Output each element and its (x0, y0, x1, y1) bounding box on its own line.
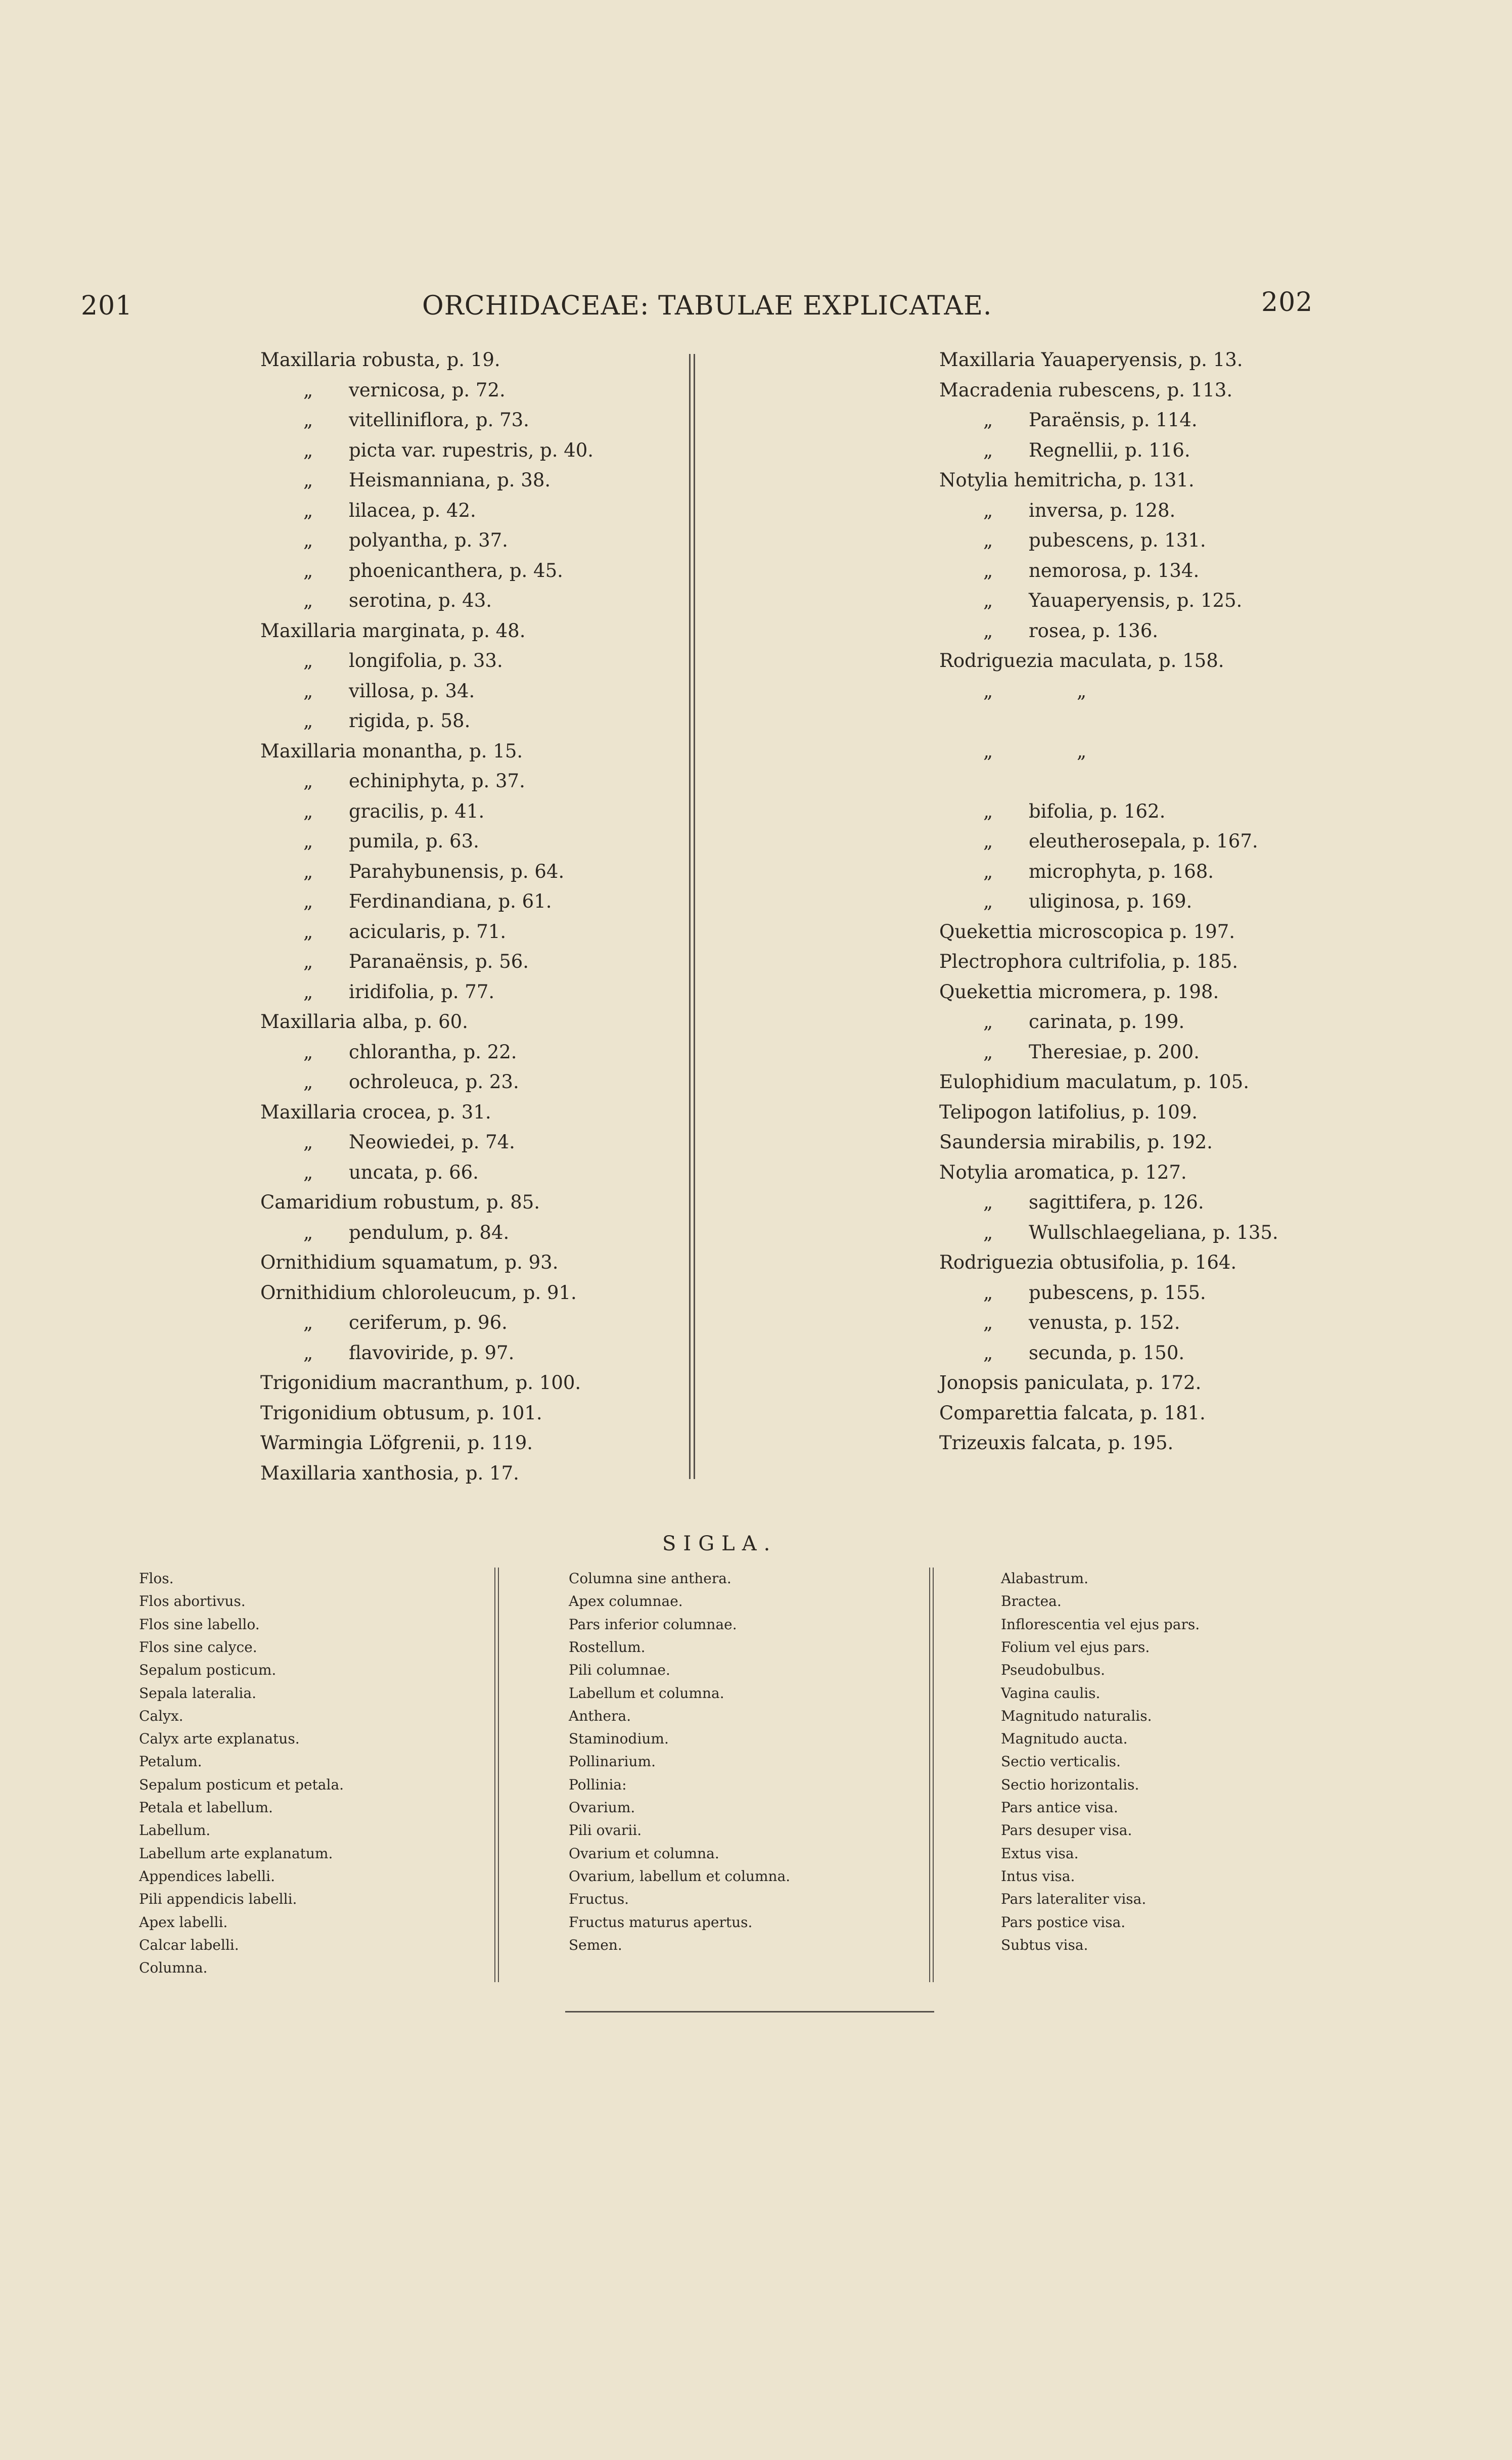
sigla-title: SIGLA. (662, 1532, 777, 1555)
page-number-left: 201 (81, 291, 133, 321)
sigla-meaning: Calyx arte explanatus. (139, 1730, 300, 1748)
sigla-meaning: Flos abortivus. (139, 1593, 246, 1610)
ditto-mark: „ (303, 770, 313, 792)
ditto-mark: „ (303, 1312, 313, 1333)
sigla-meaning: Bractea. (1001, 1593, 1062, 1610)
ditto-mark: „ (983, 529, 993, 551)
ditto-mark: „ (303, 951, 313, 972)
ditto-mark: „ (1077, 740, 1087, 762)
sigla-meaning: Magnitudo naturalis. (1001, 1707, 1152, 1724)
sigla-meaning: Staminodium. (569, 1730, 669, 1748)
ditto-mark: „ (983, 1312, 993, 1333)
sigla-meaning: Ovarium et columna. (569, 1845, 719, 1862)
species-name: uncata, p. 66. (349, 1161, 479, 1183)
sigla-meaning: Fructus. (569, 1891, 629, 1908)
ditto-mark: „ (303, 590, 313, 611)
species-name: Plectrophora cultrifolia, p. 185. (939, 951, 1239, 972)
sigla-meaning: Sectio horizontalis. (1001, 1776, 1139, 1793)
species-name: Maxillaria robusta, p. 19. (260, 349, 500, 371)
species-name: Rodriguezia maculata, p. 158. (939, 650, 1224, 672)
species-name: sagittifera, p. 126. (1029, 1191, 1204, 1213)
ditto-mark: „ (303, 559, 313, 582)
ditto-mark: „ (303, 830, 313, 852)
species-name: Wullschlaegeliana, p. 135. (1029, 1221, 1278, 1243)
ditto-mark: „ (303, 650, 313, 672)
ditto-mark: „ (303, 800, 313, 822)
species-name: Maxillaria xanthosia, p. 17. (260, 1462, 519, 1484)
ditto-mark: „ (303, 1341, 313, 1364)
species-name: vitelliniflora, p. 73. (349, 409, 529, 431)
species-name: villosa, p. 34. (349, 680, 475, 702)
sigla-meaning: Flos. (139, 1570, 174, 1587)
ditto-mark: „ (983, 590, 993, 611)
species-name: flavoviride, p. 97. (349, 1341, 515, 1364)
species-name: Theresiae, p. 200. (1029, 1041, 1200, 1063)
species-name: Comparettia falcata, p. 181. (939, 1402, 1206, 1424)
sigla-meaning: Flos sine labello. (139, 1616, 260, 1633)
species-name: Quekettia microscopica p. 197. (939, 920, 1235, 943)
species-name: phoenicanthera, p. 45. (349, 559, 563, 582)
species-name: Trigonidium obtusum, p. 101. (260, 1402, 542, 1424)
sigla-meaning: Ovarium. (569, 1799, 635, 1816)
ditto-mark: „ (303, 379, 313, 401)
species-name: Rodriguezia obtusifolia, p. 164. (939, 1251, 1237, 1273)
species-name: Notylia aromatica, p. 127. (939, 1161, 1187, 1183)
species-name: longifolia, p. 33. (349, 650, 503, 672)
species-name: Yauaperyensis, p. 125. (1029, 590, 1243, 611)
species-name: pumila, p. 63. (349, 830, 479, 852)
sigla-meaning: Appendices labelli. (139, 1867, 275, 1885)
species-name: gracilis, p. 41. (349, 800, 485, 822)
sigla-meaning: Ovarium, labellum et columna. (569, 1867, 791, 1885)
sigla-meaning: Petala et labellum. (139, 1799, 273, 1816)
ditto-mark: „ (303, 499, 313, 521)
ditto-mark: „ (983, 1341, 993, 1364)
sigla-meaning: Pseudobulbus. (1001, 1662, 1105, 1679)
species-name: serotina, p. 43. (349, 590, 492, 611)
closing-rule (565, 2011, 934, 2012)
sigla-divider (494, 1568, 495, 1982)
species-name: Notylia hemitricha, p. 131. (939, 469, 1195, 491)
ditto-mark: „ (983, 890, 993, 912)
sigla-meaning: Rostellum. (569, 1638, 646, 1656)
sigla-meaning: Calcar labelli. (139, 1936, 239, 1953)
sigla-meaning: Sepala lateralia. (139, 1684, 256, 1702)
species-name: Parahybunensis, p. 64. (349, 860, 565, 882)
ditto-mark: „ (303, 1221, 313, 1243)
ditto-mark: „ (983, 800, 993, 822)
species-name: Maxillaria marginata, p. 48. (260, 619, 526, 642)
sigla-divider (929, 1568, 930, 1982)
ditto-mark: „ (983, 619, 993, 642)
species-name: Heismanniana, p. 38. (349, 469, 551, 491)
species-name: Warmingia Löfgrenii, p. 119. (260, 1432, 533, 1454)
sigla-meaning: Apex labelli. (139, 1913, 228, 1931)
ditto-mark: „ (983, 409, 993, 431)
sigla-meaning: Pars postice visa. (1001, 1913, 1126, 1931)
ditto-mark: „ (303, 1041, 313, 1063)
ditto-mark: „ (983, 740, 993, 762)
ditto-mark: „ (303, 439, 313, 461)
species-name: rosea, p. 136. (1029, 619, 1159, 642)
column-divider (689, 354, 691, 1479)
sigla-meaning: Pollinia: (569, 1776, 627, 1793)
ditto-mark: „ (303, 1161, 313, 1183)
species-name: Neowiedei, p. 74. (349, 1131, 515, 1153)
species-name: lilacea, p. 42. (349, 499, 476, 521)
species-name: Maxillaria Yauaperyensis, p. 13. (939, 349, 1243, 371)
species-name: Trizeuxis falcata, p. 195. (939, 1432, 1174, 1454)
sigla-meaning: Semen. (569, 1936, 622, 1953)
sigla-meaning: Labellum. (139, 1822, 211, 1839)
species-name: Paranaënsis, p. 56. (349, 951, 529, 972)
species-name: ceriferum, p. 96. (349, 1312, 508, 1333)
sigla-meaning: Labellum et columna. (569, 1684, 724, 1702)
sigla-meaning: Flos sine calyce. (139, 1638, 257, 1656)
sigla-meaning: Columna. (139, 1959, 208, 1977)
ditto-mark: „ (983, 860, 993, 882)
sigla-meaning: Inflorescentia vel ejus pars. (1001, 1616, 1200, 1633)
ditto-mark: „ (303, 1131, 313, 1153)
species-name: secunda, p. 150. (1029, 1341, 1185, 1364)
ditto-mark: „ (303, 890, 313, 912)
species-name: Jonopsis paniculata, p. 172. (939, 1372, 1202, 1394)
sigla-meaning: Pars lateraliter visa. (1001, 1891, 1147, 1908)
species-name: venusta, p. 152. (1029, 1312, 1180, 1333)
sigla-meaning: Pars antice visa. (1001, 1799, 1118, 1816)
ditto-mark: „ (983, 680, 993, 702)
ditto-mark: „ (983, 499, 993, 521)
species-name: rigida, p. 58. (349, 710, 471, 732)
species-name: vernicosa, p. 72. (349, 379, 506, 401)
species-name: polyantha, p. 37. (349, 529, 508, 551)
sigla-meaning: Alabastrum. (1001, 1570, 1088, 1587)
species-name: Saundersia mirabilis, p. 192. (939, 1131, 1213, 1153)
ditto-mark: „ (983, 1281, 993, 1304)
sigla-meaning: Pili columnae. (569, 1662, 670, 1679)
species-name: Ferdinandiana, p. 61. (349, 890, 552, 912)
ditto-mark: „ (983, 439, 993, 461)
sigla-meaning: Extus visa. (1001, 1845, 1079, 1862)
species-name: Maxillaria monantha, p. 15. (260, 740, 523, 762)
species-name: ochroleuca, p. 23. (349, 1071, 519, 1093)
species-name: Quekettia micromera, p. 198. (939, 980, 1219, 1003)
species-name: chlorantha, p. 22. (349, 1041, 517, 1063)
ditto-mark: „ (303, 710, 313, 732)
page-title: ORCHIDACEAE: TABULAE EXPLICATAE. (422, 291, 992, 321)
species-name: Ornithidium chloroleucum, p. 91. (260, 1281, 577, 1304)
species-name: uliginosa, p. 169. (1029, 890, 1193, 912)
sigla-meaning: Pili appendicis labelli. (139, 1891, 297, 1908)
sigla-meaning: Pollinarium. (569, 1753, 656, 1770)
species-name: echiniphyta, p. 37. (349, 770, 525, 792)
sigla-meaning: Fructus maturus apertus. (569, 1913, 753, 1931)
species-name: pubescens, p. 131. (1029, 529, 1206, 551)
sigla-meaning: Petalum. (139, 1753, 202, 1770)
species-name: pubescens, p. 155. (1029, 1281, 1206, 1304)
sigla-meaning: Pars desuper visa. (1001, 1822, 1132, 1839)
species-name: inversa, p. 128. (1029, 499, 1176, 521)
sigla-meaning: Calyx. (139, 1707, 184, 1724)
species-name: carinata, p. 199. (1029, 1011, 1185, 1033)
sigla-meaning: Labellum arte explanatum. (139, 1845, 333, 1862)
sigla-meaning: Anthera. (569, 1707, 631, 1724)
ditto-mark: „ (303, 469, 313, 491)
ditto-mark: „ (303, 980, 313, 1003)
species-name: Paraënsis, p. 114. (1029, 409, 1198, 431)
species-name: Ornithidium squamatum, p. 93. (260, 1251, 559, 1273)
ditto-mark: „ (983, 1191, 993, 1213)
sigla-meaning: Pili ovarii. (569, 1822, 642, 1839)
species-name: picta var. rupestris, p. 40. (349, 439, 594, 461)
sigla-meaning: Magnitudo aucta. (1001, 1730, 1128, 1748)
ditto-mark: „ (303, 920, 313, 943)
ditto-mark: „ (303, 860, 313, 882)
species-name: Macradenia rubescens, p. 113. (939, 379, 1233, 401)
species-name: Regnellii, p. 116. (1029, 439, 1190, 461)
ditto-mark: „ (303, 409, 313, 431)
sigla-meaning: Sectio verticalis. (1001, 1753, 1121, 1770)
ditto-mark: „ (983, 1041, 993, 1063)
species-name: Eulophidium maculatum, p. 105. (939, 1071, 1249, 1093)
sigla-meaning: Intus visa. (1001, 1867, 1075, 1885)
column-divider (694, 354, 695, 1479)
sigla-meaning: Vagina caulis. (1001, 1684, 1101, 1702)
sigla-divider (498, 1568, 499, 1982)
species-name: Telipogon latifolius, p. 109. (939, 1101, 1198, 1123)
ditto-mark: „ (983, 559, 993, 582)
sigla-meaning: Sepalum posticum et petala. (139, 1776, 344, 1793)
species-name: Trigonidium macranthum, p. 100. (260, 1372, 581, 1394)
ditto-mark: „ (1077, 680, 1087, 702)
species-name: microphyta, p. 168. (1029, 860, 1214, 882)
sigla-meaning: Sepalum posticum. (139, 1662, 277, 1679)
species-name: Maxillaria alba, p. 60. (260, 1011, 468, 1033)
ditto-mark: „ (303, 529, 313, 551)
ditto-mark: „ (983, 1221, 993, 1243)
sigla-meaning: Apex columnae. (569, 1593, 683, 1610)
page-number-right: 202 (1261, 287, 1313, 318)
species-name: nemorosa, p. 134. (1029, 559, 1200, 582)
species-name: eleutherosepala, p. 167. (1029, 830, 1258, 852)
species-name: acicularis, p. 71. (349, 920, 507, 943)
sigla-divider (933, 1568, 934, 1982)
sigla-meaning: Pars inferior columnae. (569, 1616, 737, 1633)
sigla-meaning: Columna sine anthera. (569, 1570, 731, 1587)
sigla-meaning: Subtus visa. (1001, 1936, 1088, 1953)
species-name: iridifolia, p. 77. (349, 980, 495, 1003)
ditto-mark: „ (303, 680, 313, 702)
ditto-mark: „ (983, 830, 993, 852)
ditto-mark: „ (983, 1011, 993, 1033)
ditto-mark: „ (303, 1071, 313, 1093)
species-name: Camaridium robustum, p. 85. (260, 1191, 540, 1213)
species-name: Maxillaria crocea, p. 31. (260, 1101, 491, 1123)
species-name: pendulum, p. 84. (349, 1221, 510, 1243)
species-name: bifolia, p. 162. (1029, 800, 1166, 822)
sigla-meaning: Folium vel ejus pars. (1001, 1638, 1150, 1656)
